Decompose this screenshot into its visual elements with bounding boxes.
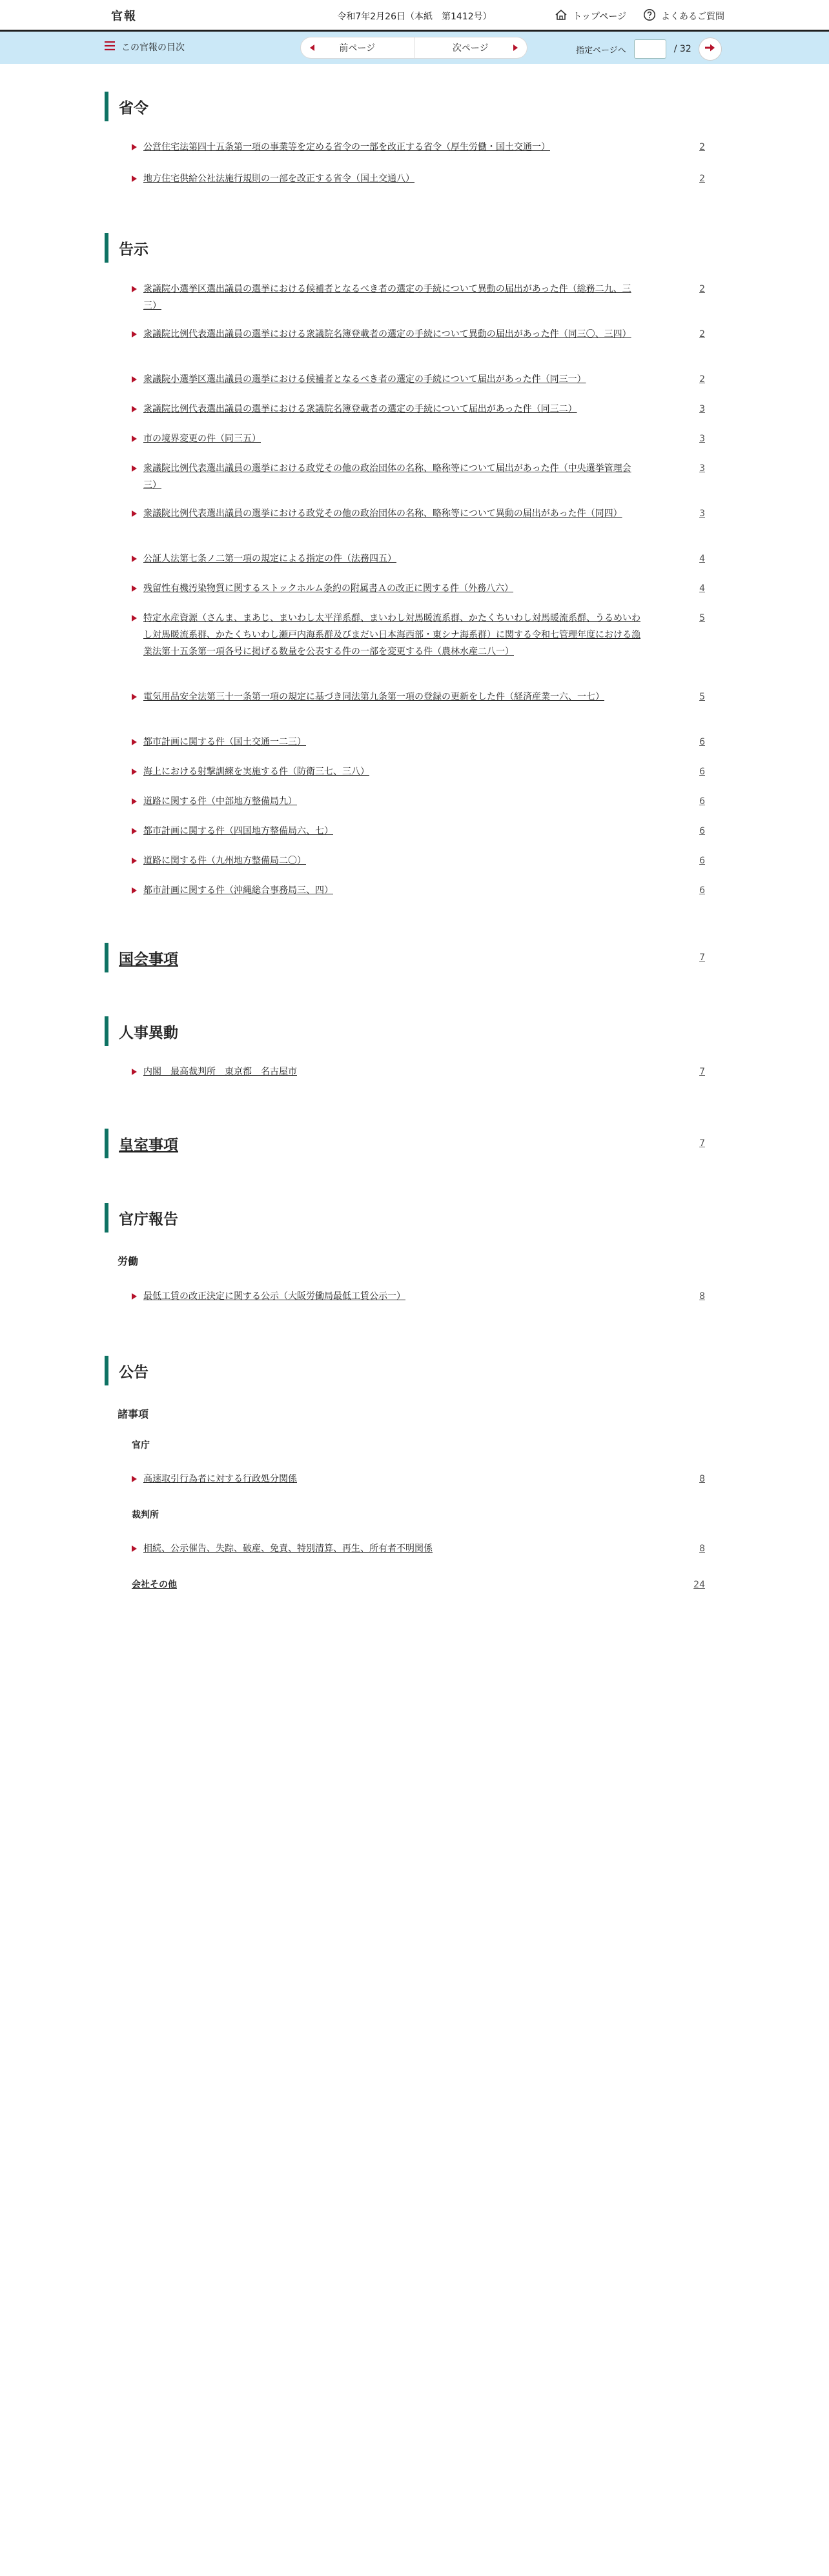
item-link[interactable]: 相続、公示催告、失踪、破産、免責、特別清算、再生、所有者不明関係 [143, 1544, 433, 1554]
item-page-link[interactable]: 4 [699, 554, 705, 564]
item-page-link[interactable]: 8 [699, 1474, 705, 1484]
item-link[interactable]: 道路に関する件（中部地方整備局九） [143, 796, 297, 807]
list-item [132, 326, 705, 343]
pager [301, 37, 527, 58]
section-heading-koukoku: 公告 [105, 1356, 705, 1385]
kanpo-logo[interactable]: 官報 [111, 10, 137, 23]
kokkai-link[interactable]: 国会事項 [119, 951, 178, 968]
section-heading-koshitsu [105, 1129, 705, 1158]
item-page-link[interactable]: 3 [699, 404, 705, 414]
triangle-right-icon [513, 45, 518, 51]
menu-icon [105, 41, 115, 53]
list-item [132, 1540, 705, 1557]
triangle-right-icon [132, 556, 137, 562]
kokkai-page-link[interactable]: 7 [699, 952, 705, 963]
item-link[interactable]: 衆議院比例代表選出議員の選挙における政党その他の政治団体の名称、略称等について届出があった件（中央選挙管理会三） [143, 463, 631, 490]
company-other-row [132, 1576, 705, 1593]
item-page-link[interactable]: 6 [699, 767, 705, 777]
list-item [132, 1063, 705, 1080]
list-item [132, 170, 705, 187]
item-page-link[interactable]: 5 [699, 692, 705, 702]
prev-page-label: 前ページ [339, 43, 376, 54]
home-icon [555, 8, 568, 24]
triangle-right-icon [132, 331, 137, 337]
list-item [132, 550, 705, 567]
item-link[interactable]: 地方住宅供給公社法施行規則の一部を改正する省令（国土交通八） [143, 174, 414, 184]
item-link[interactable]: 高速取引行為者に対する行政処分関係 [143, 1474, 297, 1484]
arrow-right-icon [704, 43, 716, 55]
next-page-button[interactable] [414, 37, 527, 58]
triangle-right-icon [132, 1069, 137, 1075]
item-page-link[interactable]: 3 [699, 508, 705, 519]
list-item [132, 371, 705, 388]
list-item [132, 852, 705, 869]
header-links [555, 8, 724, 24]
section-heading-kokuji: 告示 [105, 233, 705, 263]
item-page-link[interactable]: 4 [699, 583, 705, 594]
item-page-link[interactable]: 7 [699, 1067, 705, 1077]
triangle-left-icon [310, 45, 314, 51]
item-link[interactable]: 都市計画に関する件（国土交通一二三） [143, 737, 306, 747]
toc-button[interactable] [105, 41, 185, 54]
page-jump [576, 38, 721, 60]
page-jump-label: 指定ページへ [576, 45, 626, 55]
list-item [132, 823, 705, 840]
item-link[interactable]: 海上における射撃訓練を実施する件（防衛三七、三八） [143, 767, 369, 777]
item-page-link[interactable]: 6 [699, 737, 705, 747]
item-page-link[interactable]: 3 [699, 434, 705, 444]
item-link[interactable]: 衆議院比例代表選出議員の選挙における政党その他の政治団体の名称、略称等について異動の届出があった件（同四） [143, 508, 622, 519]
list-item [132, 734, 705, 750]
item-page-link[interactable]: 2 [699, 142, 705, 152]
triangle-right-icon [132, 828, 137, 834]
item-link[interactable]: 衆議院小選挙区選出議員の選挙における候補者となるべき者の選定の手続について異動の届出があった件（総務二九、三三） [143, 284, 631, 311]
item-link[interactable]: 都市計画に関する件（四国地方整備局六、七） [143, 826, 333, 836]
list-item [132, 139, 705, 156]
item-page-link[interactable]: 2 [699, 374, 705, 385]
list-item [132, 1471, 705, 1487]
triangle-right-icon [132, 144, 137, 150]
list-item [132, 1288, 705, 1305]
item-page-link[interactable]: 5 [699, 613, 705, 623]
triangle-right-icon [132, 376, 137, 383]
koshitsu-page-link[interactable]: 7 [699, 1138, 705, 1149]
list-item [132, 505, 705, 522]
company-other-page-link[interactable]: 24 [693, 1580, 705, 1590]
item-link[interactable]: 市の境界変更の件（同三五） [143, 434, 261, 444]
item-link[interactable]: 都市計画に関する件（沖縄総合事務局三、四） [143, 885, 333, 896]
list-item [132, 401, 705, 418]
item-link[interactable]: 衆議院比例代表選出議員の選挙における衆議院名簿登載者の選定の手続について異動の届出があった件（同三〇、三四） [143, 329, 631, 339]
list-item [132, 281, 705, 314]
triangle-right-icon [132, 406, 137, 412]
site-header [0, 0, 829, 32]
issue-date: 令和7年2月26日（本紙 第1412号） [337, 12, 492, 22]
triangle-right-icon [132, 510, 137, 517]
triangle-right-icon [132, 739, 137, 745]
item-link[interactable]: 衆議院比例代表選出議員の選挙における衆議院名簿登載者の選定の手続について届出があった件（同三二） [143, 404, 577, 414]
triangle-right-icon [132, 858, 137, 864]
list-item [132, 580, 705, 597]
list-item [132, 763, 705, 780]
triangle-right-icon [132, 176, 137, 182]
top-page-link[interactable] [555, 8, 626, 24]
triangle-right-icon [132, 286, 137, 292]
triangle-right-icon [132, 769, 137, 775]
subheading-saibansho: 裁判所 [132, 1510, 159, 1520]
item-page-link[interactable]: 3 [699, 463, 705, 474]
page-number-input[interactable] [634, 39, 666, 59]
section-heading-shorei: 省令 [105, 92, 705, 121]
list-item [132, 882, 705, 899]
item-link[interactable]: 道路に関する件（九州地方整備局二〇） [143, 856, 306, 866]
next-page-label: 次ページ [452, 43, 489, 54]
section-heading-kancho: 官庁報告 [105, 1203, 705, 1233]
koshitsu-link[interactable]: 皇室事項 [119, 1136, 178, 1154]
prev-page-button[interactable] [301, 37, 414, 58]
total-pages: / 32 [673, 44, 691, 54]
item-link[interactable]: 電気用品安全法第三十一条第一項の規定に基づき同法第九条第一項の登録の更新をした件（経済産業一六、一七） [143, 692, 604, 702]
triangle-right-icon [132, 694, 137, 700]
nav-bar [0, 32, 829, 64]
item-link[interactable]: 残留性有機汚染物質に関するストックホルム条約の附属書Ａの改正に関する件（外務八六） [143, 583, 514, 594]
item-page-link[interactable]: 6 [699, 885, 705, 896]
item-link[interactable]: 公証人法第七条ノ二第一項の規定による指定の件（法務四五） [143, 554, 396, 564]
item-link[interactable]: 最低工賃の改正決定に関する公示（大阪労働局最低工賃公示一） [143, 1291, 405, 1302]
section-heading-kokkai [105, 943, 705, 972]
faq-link[interactable] [643, 8, 724, 24]
list-item [132, 430, 705, 447]
faq-label: よくあるご質問 [661, 12, 724, 22]
item-link[interactable]: 公営住宅法第四十五条第一項の事業等を定める省令の一部を改正する省令（厚生労働・国土交通一） [143, 142, 550, 152]
company-other-link[interactable]: 会社その他 [132, 1580, 177, 1590]
toc-label: この官報の目次 [121, 43, 185, 53]
triangle-right-icon [132, 1476, 137, 1482]
section-heading-jinji: 人事異動 [105, 1016, 705, 1046]
triangle-right-icon [132, 615, 137, 621]
item-link[interactable]: 衆議院小選挙区選出議員の選挙における候補者となるべき者の選定の手続について届出があった件（同三一） [143, 374, 586, 385]
item-page-link[interactable]: 8 [699, 1291, 705, 1302]
triangle-right-icon [132, 1545, 137, 1552]
item-page-link[interactable]: 6 [699, 856, 705, 866]
triangle-right-icon [132, 585, 137, 592]
list-item [132, 610, 705, 660]
subheading-rodo: 労働 [118, 1255, 139, 1267]
item-page-link[interactable]: 2 [699, 174, 705, 184]
triangle-right-icon [132, 465, 137, 472]
item-link[interactable]: 内閣 最高裁判所 東京都 名古屋市 [143, 1067, 297, 1077]
question-icon [643, 8, 656, 24]
list-item [132, 460, 705, 494]
item-page-link[interactable]: 2 [699, 329, 705, 339]
list-item [132, 689, 705, 705]
item-page-link[interactable]: 8 [699, 1544, 705, 1554]
top-page-label: トップページ [573, 12, 626, 22]
go-page-button[interactable] [699, 38, 721, 60]
item-page-link[interactable]: 6 [699, 796, 705, 807]
subheading-kancho: 官庁 [132, 1440, 150, 1451]
triangle-right-icon [132, 887, 137, 894]
triangle-right-icon [132, 1293, 137, 1300]
item-page-link[interactable]: 6 [699, 826, 705, 836]
item-link[interactable]: 特定水産資源（さんま、まあじ、まいわし太平洋系群、まいわし対馬暖流系群、かたくちいわし対馬暖流系群、うるめいわし対馬暖流系群、かたくちいわし瀬戸内海系群及びまだい日本海西部・東シナ海系群）に関する令和七管理年度における漁業法第十五条第一項各号に掲げる数量を公表する件の一部を変更する件（農林水産二八一） [143, 613, 640, 657]
subheading-shojiko: 諸事項 [118, 1408, 149, 1420]
list-item [132, 793, 705, 810]
triangle-right-icon [132, 436, 137, 442]
triangle-right-icon [132, 798, 137, 805]
item-page-link[interactable]: 2 [699, 284, 705, 294]
